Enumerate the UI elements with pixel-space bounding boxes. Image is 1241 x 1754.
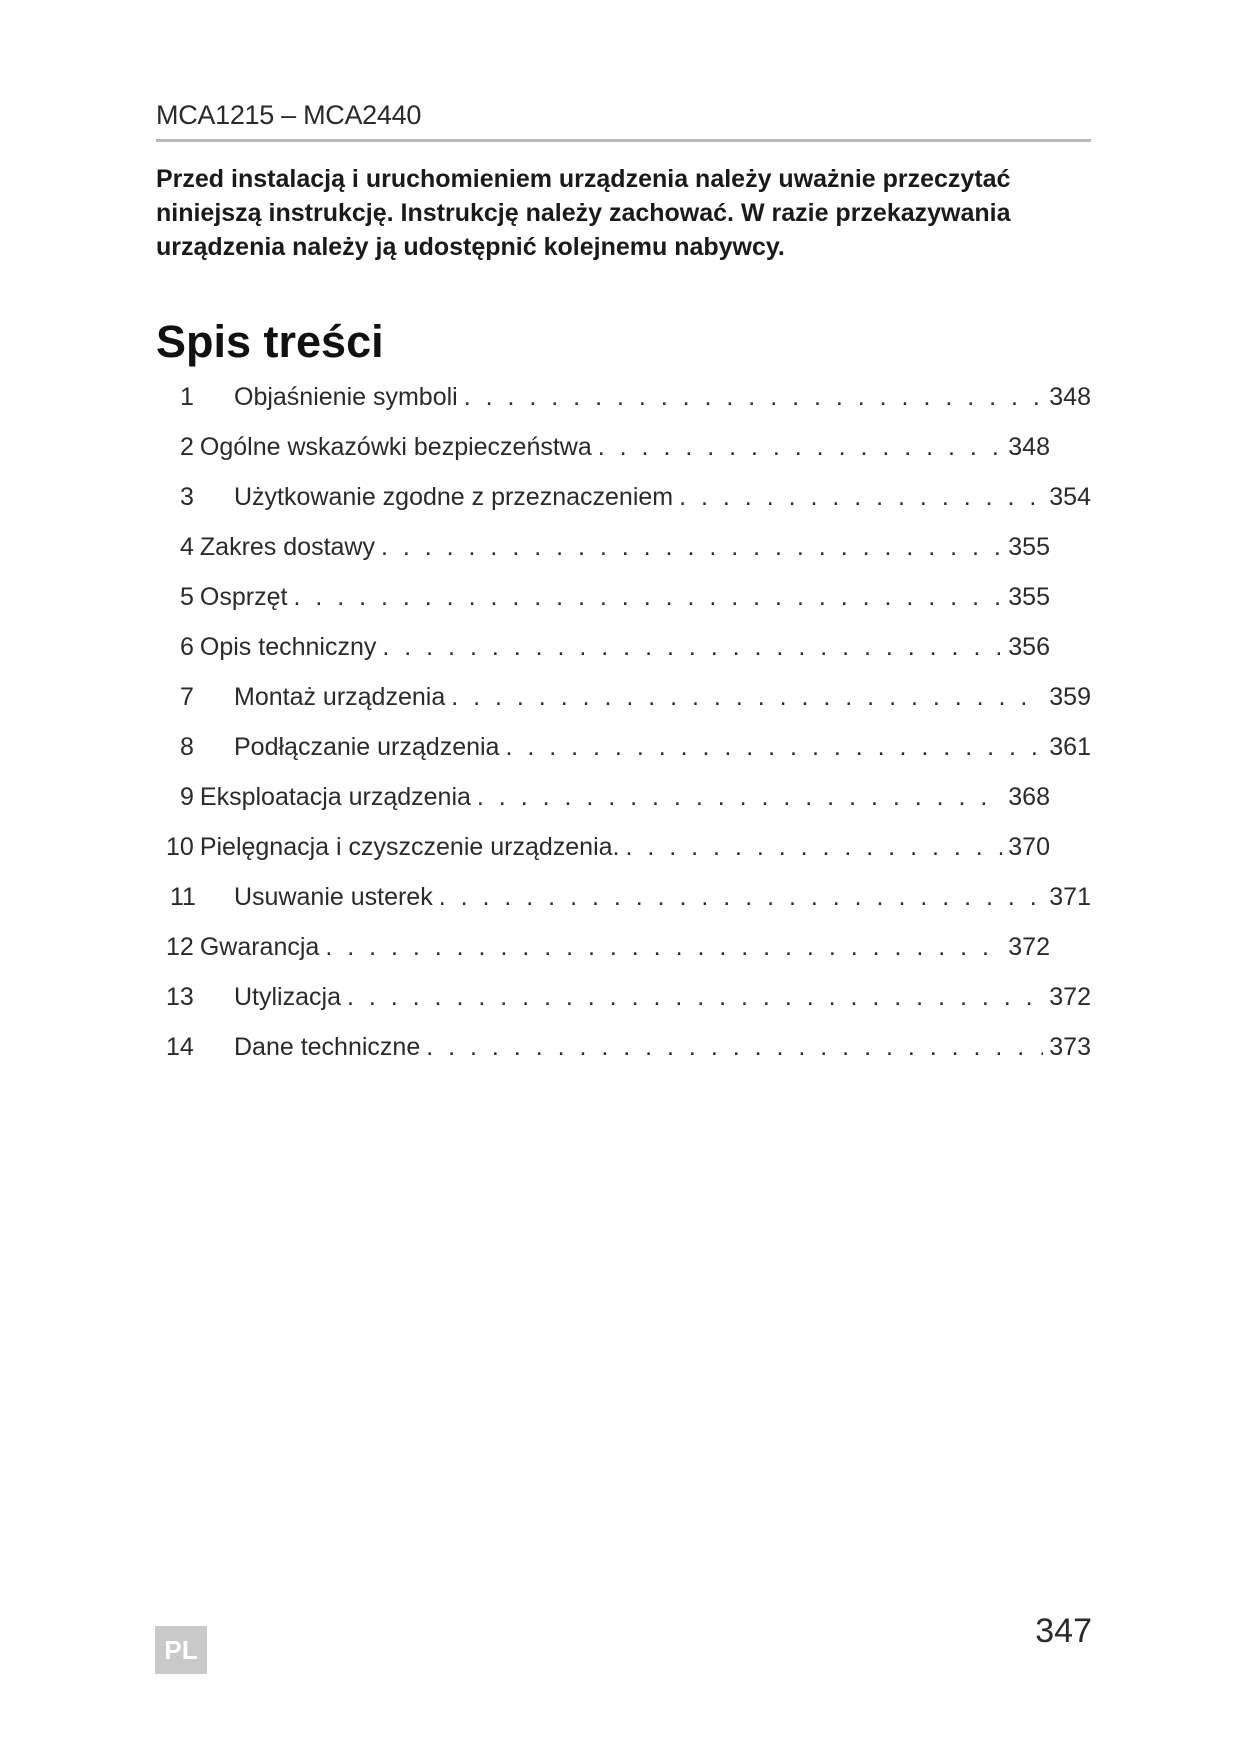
toc-entry-2[interactable] bbox=[180, 430, 1050, 464]
toc-entry-label: Eksploatacja urządzenia bbox=[199, 783, 471, 811]
toc-entry-label: Objaśnienie symboli bbox=[234, 383, 458, 411]
toc-entry-label: Ogólne wskazówki bezpieczeństwa bbox=[199, 433, 592, 461]
toc-entry-label: Montaż urządzenia bbox=[234, 683, 446, 711]
toc-entry-page: 354 bbox=[1049, 483, 1091, 511]
toc-title: Spis treści bbox=[156, 316, 384, 367]
toc-leader-dots bbox=[347, 980, 1043, 1014]
toc-entry-number: 2 bbox=[180, 433, 194, 461]
toc-entry-page: 356 bbox=[1008, 633, 1050, 661]
toc-entry-label: Osprzęt bbox=[199, 583, 288, 611]
toc-entry-label: Pielęgnacja i czyszczenie urządzenia. bbox=[199, 833, 620, 861]
toc-entry-label: Utylizacja bbox=[234, 983, 341, 1011]
toc-entry-10[interactable] bbox=[166, 830, 1050, 864]
document-header: MCA1215 – MCA2440 bbox=[156, 100, 422, 130]
page-number: 347 bbox=[1035, 1612, 1092, 1650]
toc-leader-dots bbox=[293, 580, 1002, 614]
toc-leader-dots bbox=[325, 930, 1002, 964]
toc-entry-label: Użytkowanie zgodne z przeznaczeniem bbox=[234, 483, 674, 511]
header-rule bbox=[156, 139, 1091, 142]
toc-entry-3[interactable] bbox=[180, 480, 1091, 514]
toc-leader-dots bbox=[464, 380, 1044, 414]
toc-entry-label: Gwarancja bbox=[199, 933, 320, 961]
toc-entry-13[interactable] bbox=[166, 980, 1091, 1014]
toc-entry-label: Opis techniczny bbox=[199, 633, 377, 661]
toc-entry-number: 11 bbox=[170, 883, 196, 911]
toc-leader-dots bbox=[451, 680, 1043, 714]
toc-leader-dots bbox=[679, 480, 1043, 514]
toc-entry-page: 348 bbox=[1049, 383, 1091, 411]
toc-entry-number: 8 bbox=[180, 733, 194, 761]
toc-entry-12[interactable] bbox=[166, 930, 1050, 964]
toc-entry-9[interactable] bbox=[180, 780, 1050, 814]
toc-entry-label: Podłączanie urządzenia bbox=[234, 733, 500, 761]
toc-leader-dots bbox=[598, 430, 1003, 464]
toc-entry-page: 368 bbox=[1008, 783, 1050, 811]
toc-entry-number: 1 bbox=[180, 383, 194, 411]
toc-leader-dots bbox=[439, 880, 1044, 914]
toc-entry-number: 9 bbox=[180, 783, 194, 811]
toc-entry-page: 372 bbox=[1008, 933, 1050, 961]
toc-entry-page: 355 bbox=[1008, 583, 1050, 611]
toc-entry-6[interactable] bbox=[180, 630, 1050, 664]
toc-entry-7[interactable] bbox=[180, 680, 1091, 714]
toc-entry-number: 5 bbox=[180, 583, 194, 611]
toc-entry-label: Usuwanie usterek bbox=[234, 883, 433, 911]
toc-entry-5[interactable] bbox=[180, 580, 1050, 614]
toc-entry-8[interactable] bbox=[180, 730, 1091, 764]
toc-entry-number: 10 bbox=[166, 833, 194, 861]
intro-notice: Przed instalacją i uruchomieniem urządzenia należy uważnie przeczytać niniejszą instrukcję. Instrukcję należy zachować. W razie przekazywania urządzenia należy ją udostępnić kolejnemu nabywcy. bbox=[156, 165, 1011, 261]
toc-entry-number: 14 bbox=[166, 1033, 194, 1061]
toc-entry-page: 370 bbox=[1008, 833, 1050, 861]
toc-entry-page: 355 bbox=[1008, 533, 1050, 561]
toc-entry-1[interactable] bbox=[180, 380, 1091, 414]
toc-entry-label: Dane techniczne bbox=[234, 1033, 421, 1061]
language-badge: PL bbox=[155, 1626, 207, 1674]
toc-entry-page: 359 bbox=[1049, 683, 1091, 711]
toc-entry-4[interactable] bbox=[180, 530, 1050, 564]
toc-entry-11[interactable] bbox=[170, 880, 1091, 914]
toc-entry-number: 4 bbox=[180, 533, 194, 561]
toc-leader-dots bbox=[381, 530, 1002, 564]
toc-entry-page: 372 bbox=[1049, 983, 1091, 1011]
toc-entry-14[interactable] bbox=[166, 1030, 1091, 1064]
toc-entry-page: 373 bbox=[1049, 1033, 1091, 1061]
toc-entry-number: 13 bbox=[166, 983, 194, 1011]
toc-entry-number: 6 bbox=[180, 633, 194, 661]
toc-entry-number: 3 bbox=[180, 483, 194, 511]
toc-leader-dots bbox=[426, 1030, 1043, 1064]
toc-entry-page: 361 bbox=[1049, 733, 1091, 761]
toc-entry-number: 12 bbox=[166, 933, 194, 961]
toc-leader-dots bbox=[382, 630, 1002, 664]
toc-entry-page: 348 bbox=[1008, 433, 1050, 461]
toc-entry-number: 7 bbox=[180, 683, 194, 711]
toc-leader-dots bbox=[477, 780, 1002, 814]
toc-leader-dots bbox=[625, 830, 1002, 864]
toc-entry-page: 371 bbox=[1049, 883, 1091, 911]
toc-leader-dots bbox=[505, 730, 1043, 764]
toc-entry-label: Zakres dostawy bbox=[199, 533, 375, 561]
